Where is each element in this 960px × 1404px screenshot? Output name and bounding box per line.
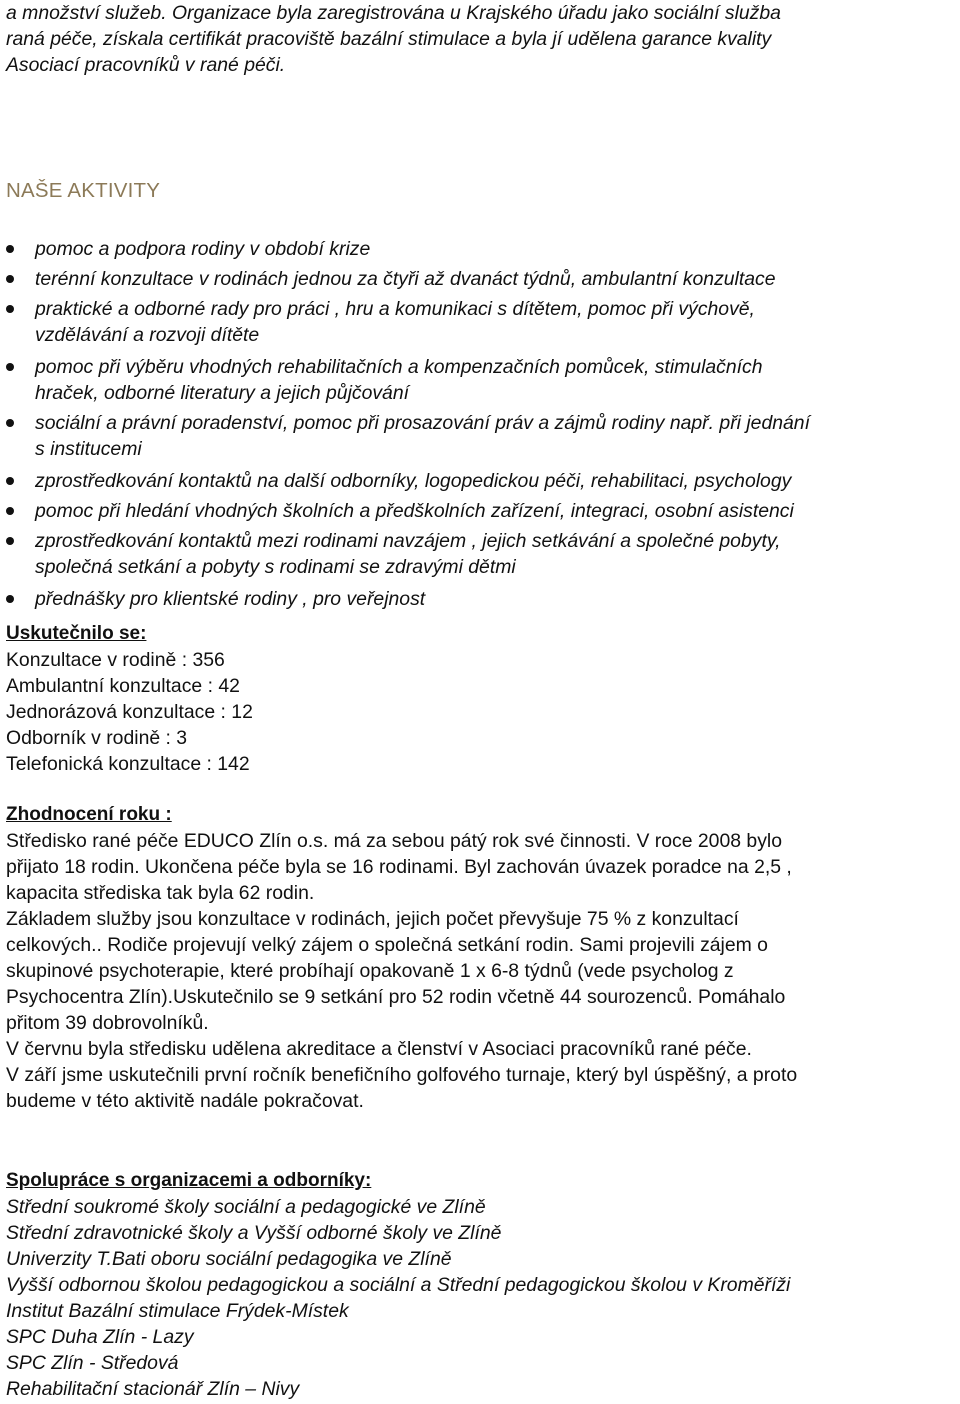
evaluation-line: přitom 39 dobrovolníků.: [6, 1012, 209, 1034]
evaluation-line: skupinové psychoterapie, které probíhají opakovaně 1 x 6-8 týdnů (vede psycholog z: [6, 960, 734, 982]
intro-paragraph: [6, 0, 781, 78]
evaluation-line: celkových.. Rodiče projevují velký zájem o společná setkání rodin. Sami projevili zájem o: [6, 934, 768, 956]
evaluation-line: V červnu byla středisku udělena akreditace a členství v Asociaci pracovníků rané péče.: [6, 1038, 752, 1060]
evaluation-line: Středisko rané péče EDUCO Zlín o.s. má za sebou pátý rok své činnosti. V roce 2008 bylo: [6, 830, 782, 852]
bullet-dot-icon: [6, 507, 14, 515]
evaluation-line: Základem služby jsou konzultace v rodinách, jejich počet převyšuje 75 % z konzultací: [6, 908, 739, 930]
activity-item: [6, 266, 956, 292]
activity-item-line: pomoc při hledání vhodných školních a předškolních zařízení, integraci, osobní asistenci: [35, 500, 794, 522]
stats-section: [6, 621, 253, 777]
bullet-dot-icon: [6, 363, 14, 371]
cooperation-item: SPC Zlín - Středová: [6, 1352, 179, 1374]
intro-line: a množství služeb. Organizace byla zaregistrována u Krajského úřadu jako sociální služba: [6, 2, 781, 24]
activity-item: [6, 528, 956, 580]
cooperation-item: SPC Duha Zlín - Lazy: [6, 1326, 194, 1348]
activity-item-line: sociální a právní poradenství, pomoc při prosazování práv a zájmů rodiny např. při jednání: [35, 412, 810, 434]
bullet-dot-icon: [6, 477, 14, 485]
evaluation-line: budeme v této aktivitě nadále pokračovat.: [6, 1090, 364, 1112]
activity-item: [6, 468, 956, 494]
activities-heading: NAŠE AKTIVITY: [6, 179, 161, 202]
stats-title: Uskutečnilo se:: [6, 623, 147, 644]
evaluation-line: přijato 18 rodin. Ukončena péče byla se 16 rodinami. Byl zachován úvazek poradce na 2,5 ,: [6, 856, 792, 878]
cooperation-item: Univerzity T.Bati oboru sociální pedagogika ve Zlíně: [6, 1248, 452, 1270]
evaluation-line: kapacita střediska tak byla 62 rodin.: [6, 882, 315, 904]
activity-item-line: vzdělávání a rozvoji dítěte: [35, 324, 260, 346]
cooperation-title: Spolupráce s organizacemi a odborníky:: [6, 1170, 372, 1191]
bullet-dot-icon: [6, 595, 14, 603]
intro-line: raná péče, získala certifikát pracoviště bazální stimulace a byla jí udělena garance kvality: [6, 28, 772, 50]
activity-item-line: přednášky pro klientské rodiny , pro veřejnost: [35, 588, 426, 610]
stats-row: Telefonická konzultace : 142: [6, 753, 250, 775]
evaluation-section: [6, 802, 797, 1114]
activity-item-line: společná setkání a pobyty s rodinami se zdravými dětmi: [35, 556, 516, 578]
activity-item: [6, 410, 956, 462]
bullet-dot-icon: [6, 537, 14, 545]
evaluation-title: Zhodnocení roku :: [6, 804, 172, 825]
activity-item: [6, 354, 956, 406]
stats-row: Odborník v rodině : 3: [6, 727, 188, 749]
activity-item-line: zprostředkování kontaktů mezi rodinami navzájem , jejich setkávání a společné pobyty,: [35, 530, 781, 552]
activity-item-line: terénní konzultace v rodinách jednou za čtyři až dvanáct týdnů, ambulantní konzultace: [35, 268, 776, 290]
bullet-dot-icon: [6, 419, 14, 427]
stats-row: Konzultace v rodině : 356: [6, 649, 225, 671]
activities-list: [6, 236, 956, 612]
bullet-dot-icon: [6, 245, 14, 253]
bullet-dot-icon: [6, 275, 14, 283]
activity-item-line: zprostředkování kontaktů na další odborníky, logopedickou péči, rehabilitaci, psychology: [35, 470, 792, 492]
cooperation-item: Střední zdravotnické školy a Vyšší odborné školy ve Zlíně: [6, 1222, 502, 1244]
stats-row: Ambulantní konzultace : 42: [6, 675, 240, 697]
cooperation-item: Institut Bazální stimulace Frýdek-Místek: [6, 1300, 349, 1322]
activity-item: [6, 296, 956, 348]
bullet-dot-icon: [6, 305, 14, 313]
cooperation-item: Vyšší odbornou školou pedagogickou a sociální a Střední pedagogickou školou v Kroměříži: [6, 1274, 791, 1296]
activity-item-line: pomoc a podpora rodiny v období krize: [35, 238, 371, 260]
evaluation-line: Psychocentra Zlín).Uskutečnilo se 9 setkání pro 52 rodin včetně 44 sourozenců. Pomáhalo: [6, 986, 786, 1008]
activity-item-line: praktické a odborné rady pro práci , hru a komunikaci s dítětem, pomoc při výchově,: [35, 298, 755, 320]
evaluation-line: V září jsme uskutečnili první ročník benefičního golfového turnaje, který byl úspěšný, a proto: [6, 1064, 798, 1086]
intro-line: Asociací pracovníků v rané péči.: [6, 54, 286, 76]
cooperation-section: [6, 1168, 790, 1402]
activity-item: [6, 586, 956, 612]
cooperation-item: Střední soukromé školy sociální a pedagogické ve Zlíně: [6, 1196, 486, 1218]
activity-item-line: hraček, odborné literatury a jejich půjčování: [35, 382, 410, 404]
stats-row: Jednorázová konzultace : 12: [6, 701, 253, 723]
activity-item-line: s institucemi: [35, 438, 142, 460]
activity-item: [6, 498, 956, 524]
cooperation-item: Rehabilitační stacionář Zlín – Nivy: [6, 1378, 300, 1400]
activity-item-line: pomoc při výběru vhodných rehabilitačních a kompenzačních pomůcek, stimulačních: [35, 356, 763, 378]
activity-item: [6, 236, 956, 262]
